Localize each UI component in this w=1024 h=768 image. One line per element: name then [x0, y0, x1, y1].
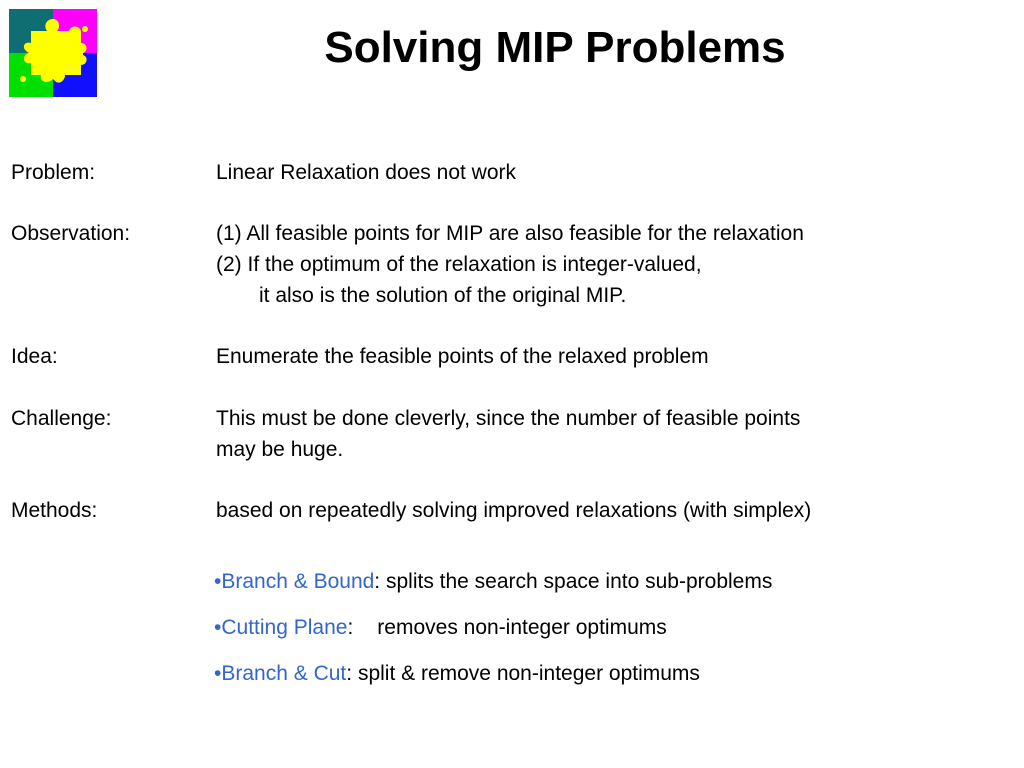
challenge-line-1: This must be done cleverly, since the number of feasible points	[216, 407, 801, 430]
bullet-marker: •	[214, 570, 222, 593]
bullet-term: Cutting Plane	[221, 616, 348, 639]
bullet-description: split & remove non-integer optimums	[352, 662, 700, 685]
problem-text: Linear Relaxation does not work	[216, 161, 517, 184]
challenge-label: Challenge:	[11, 407, 112, 430]
bullet-term: Branch & Cut	[221, 662, 347, 685]
observation-line-3: it also is the solution of the original MIP.	[259, 284, 627, 307]
observation-line-1: (1) All feasible points for MIP are also feasible for the relaxation	[216, 222, 804, 245]
bullet-separator: :	[347, 616, 354, 639]
idea-label: Idea:	[11, 345, 58, 368]
bullet-marker: •	[214, 662, 222, 685]
methods-label: Methods:	[11, 499, 98, 522]
slide-title: Solving MIP Problems	[324, 23, 786, 72]
bullet-term: Branch & Bound	[221, 570, 375, 593]
bullet-separator: :	[374, 570, 381, 593]
challenge-line-2: may be huge.	[216, 438, 344, 461]
bullet-separator: :	[346, 662, 353, 685]
bullet-description: splits the search space into sub-problems	[380, 570, 773, 593]
bullet-description: removes non-integer optimums	[377, 616, 667, 639]
problem-label: Problem:	[11, 161, 96, 184]
bullet-item	[214, 612, 667, 643]
idea-text: Enumerate the feasible points of the relaxed problem	[216, 345, 709, 368]
methods-text: based on repeatedly solving improved relaxations (with simplex)	[216, 499, 812, 522]
observation-line-2: (2) If the optimum of the relaxation is integer-valued,	[216, 253, 702, 276]
bullet-item	[214, 658, 700, 689]
bullet-item	[214, 566, 772, 597]
observation-label: Observation:	[11, 222, 131, 245]
bullet-marker: •	[214, 616, 222, 639]
puzzle-icon	[9, 9, 97, 97]
